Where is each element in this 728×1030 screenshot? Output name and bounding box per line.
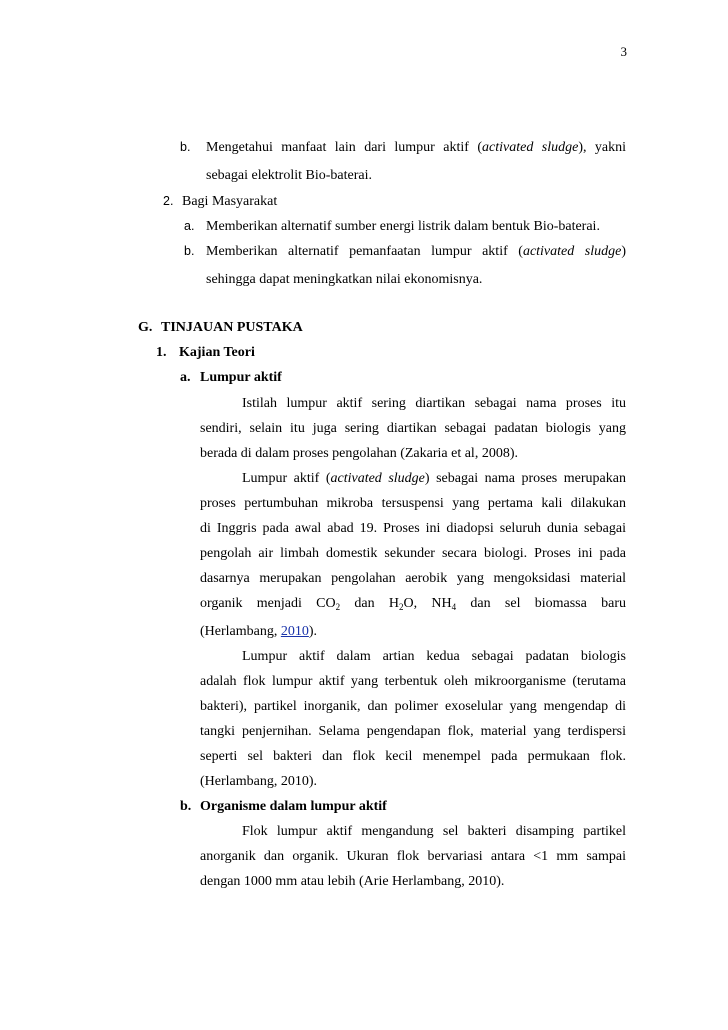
para3-line2: adalah flok lumpur aktif yang terbentuk oleh mikroorganisme (terutama <box>200 674 626 689</box>
section-g-marker: G. <box>138 320 153 335</box>
para4-line3: dengan 1000 mm atau lebih (Arie Herlambang, 2010). <box>200 874 505 889</box>
para3-line3: bakteri), partikel inorganik, dan polimer exoselular yang mengendap di <box>200 699 626 714</box>
text-run: dan sel biomassa baru <box>456 596 627 611</box>
subsection-b-title: Organisme dalam lumpur aktif <box>200 799 387 814</box>
para2-chem-line <box>200 594 626 614</box>
para3-line1: Lumpur aktif dalam artian kedua sebagai padatan biologis <box>242 649 626 664</box>
text-run: ). <box>308 624 318 639</box>
para3-line4: tangki penjernihan. Selama pengendapan flok, material yang terdispersi <box>200 724 626 739</box>
para2-line5: dasarnya merupakan pengolahan aerobik yang mengoksidasi material <box>200 571 626 586</box>
list-item-b1-line2: sebagai elektrolit Bio-baterai. <box>206 168 372 183</box>
list-marker-b1: b. <box>180 140 191 154</box>
list-marker-2a: a. <box>184 219 195 233</box>
list-item-2b-line1 <box>206 242 626 262</box>
subsection-a-marker: a. <box>180 370 191 385</box>
subscript: 2 <box>399 602 404 612</box>
para2-line4: pengolah air limbah domestik sekunder secara biologi. Proses ini pada <box>200 546 626 561</box>
subsection-1-title: Kajian Teori <box>179 345 255 360</box>
text-run: ), yakni <box>578 140 626 155</box>
subscript: 2 <box>335 602 341 612</box>
subsection-b-marker: b. <box>180 799 192 814</box>
page-number: 3 <box>620 44 627 59</box>
text-run: Mengetahui manfaat lain dari lumpur aktif ( <box>206 140 483 155</box>
italic-term: activated sludge <box>330 471 425 486</box>
italic-term: activated sludge <box>482 140 579 155</box>
text-run: (Herlambang, <box>200 624 281 639</box>
text-run: Memberikan alternatif pemanfaatan lumpur aktif ( <box>206 244 523 259</box>
subscript: 4 <box>451 602 457 612</box>
text-run: dan H <box>340 596 400 611</box>
para2-line3: di Inggris pada awal abad 19. Proses ini diadopsi seluruh dunia sebagai <box>200 521 626 536</box>
para3-line6: (Herlambang, 2010). <box>200 774 318 789</box>
list-item-b1-line1 <box>206 138 626 158</box>
list-item-2a: Memberikan alternatif sumber energi listrik dalam bentuk Bio-baterai. <box>206 219 600 234</box>
citation-link[interactable]: 2010 <box>280 624 309 639</box>
para1-line2: sendiri, selain itu juga sering diartikan sebagai padatan biologis yang <box>200 421 626 436</box>
italic-term: activated sludge <box>522 244 622 259</box>
list-item-2: Bagi Masyarakat <box>182 194 278 209</box>
text-run: organik menjadi CO <box>200 596 336 611</box>
para4-line2: anorganik dan organik. Ukuran flok bervariasi antara <1 mm sampai <box>200 849 626 864</box>
subsection-a-title: Lumpur aktif <box>200 370 282 385</box>
para2-citation <box>200 622 317 642</box>
text-run: ) sebagai nama proses merupakan <box>424 471 626 486</box>
para2-line1 <box>242 469 626 489</box>
para4-line1: Flok lumpur aktif mengandung sel bakteri disamping partikel <box>242 824 626 839</box>
text-run: Lumpur aktif ( <box>242 471 331 486</box>
para3-line5: seperti sel bakteri dan flok kecil menempel pada permukaan flok. <box>200 749 626 764</box>
list-marker-2b: b. <box>184 244 195 258</box>
list-marker-2: 2. <box>163 194 174 208</box>
para2-line2: proses pertumbuhan mikroba tersuspensi yang pertama kali dilakukan <box>200 496 626 511</box>
text-run: O, NH <box>403 596 452 611</box>
section-g-title: TINJAUAN PUSTAKA <box>161 320 303 335</box>
text-run: ) <box>621 244 626 259</box>
list-item-2b-line2: sehingga dapat meningkatkan nilai ekonomisnya. <box>206 272 483 287</box>
subsection-1-marker: 1. <box>156 345 167 360</box>
para1-line1: Istilah lumpur aktif sering diartikan sebagai nama proses itu <box>242 396 626 411</box>
para1-line3: berada di dalam proses pengolahan (Zakaria et al, 2008). <box>200 446 518 461</box>
